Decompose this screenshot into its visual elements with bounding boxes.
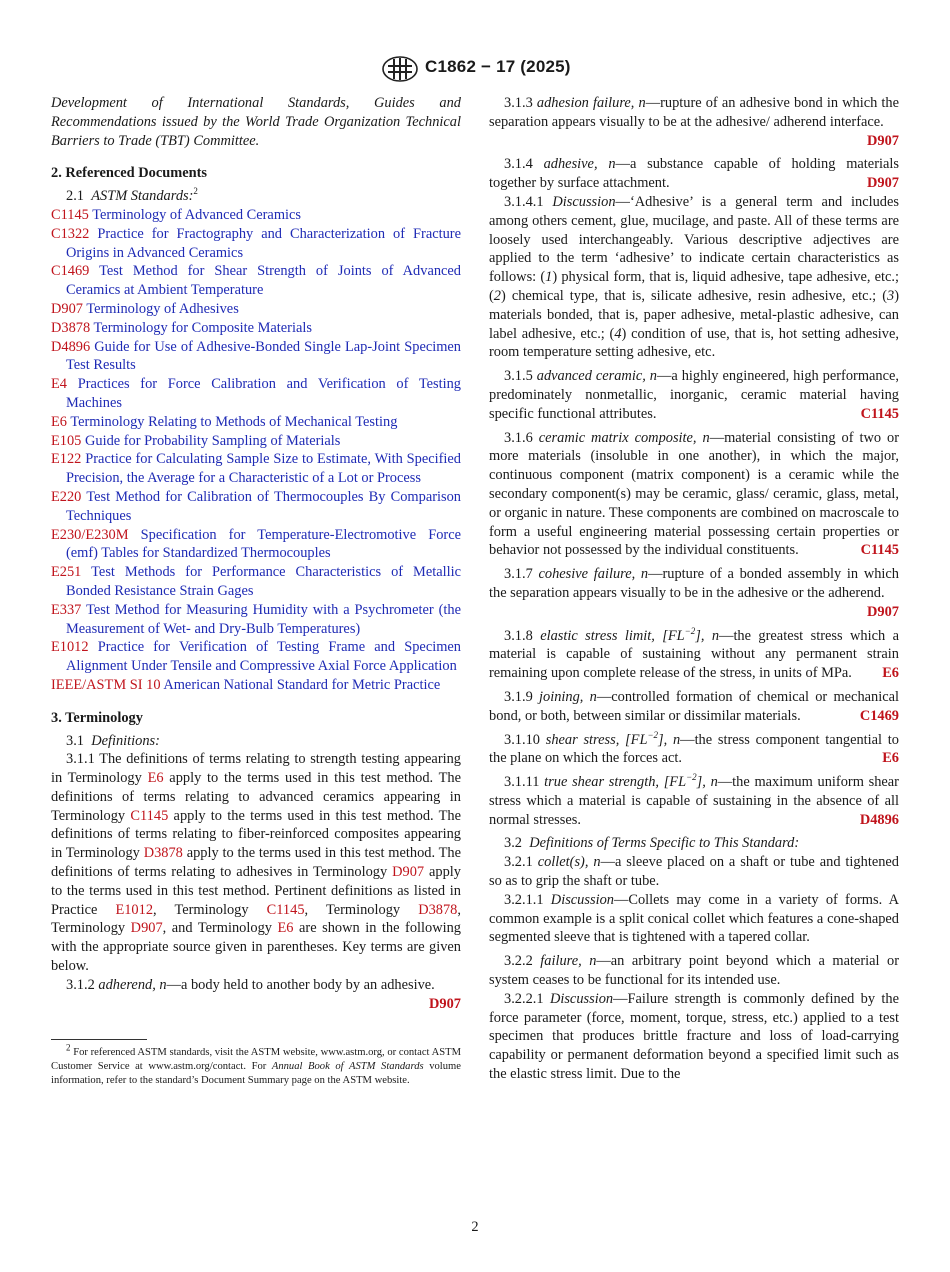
source-reference[interactable]: E6	[882, 665, 899, 682]
reference-item[interactable]	[51, 563, 461, 601]
reference-code: E105	[51, 432, 82, 449]
reference-title: Guide for Probability Sampling of Materials	[85, 432, 341, 449]
reference-code: D3878	[51, 319, 91, 336]
link-e1012[interactable]: E1012	[115, 901, 154, 918]
source-reference[interactable]: D907	[867, 603, 899, 620]
discussion-3-2-1-1: 3.2.1.1 Discussion—Collets may come in a variety of forms. A common example is a split conical collet which features a cone-shaped segmented sleeve that is tightened with a tapered collar.	[489, 891, 899, 946]
reference-title: Guide for Use of Adhesive-Bonded Single Lap-Joint Specimen Test Results	[66, 338, 461, 374]
intro-text: Development of International Standards, Guides and Recommendations issued by the World Trade Organization Technical Barriers to Trade (TBT) Committee.	[51, 95, 461, 149]
reference-code: E230/E230M	[51, 526, 129, 543]
section-2-1: 2.1 ASTM Standards:$^2$	[66, 186, 198, 205]
reference-title: Test Method for Shear Strength of Joints of Advanced Ceramics at Ambient Temperature	[66, 263, 461, 299]
definition-3-1-5: 3.1.5 advanced ceramic, n—a highly engineered, high performance, predominately nonmetallic, inorganic, ceramic material having specific functional attributes. C1145	[489, 368, 899, 422]
reference-title: Terminology for Composite Materials	[93, 319, 312, 336]
reference-title: Test Method for Calibration of Thermocouples By Comparison Techniques	[66, 488, 461, 524]
reference-item[interactable]	[51, 225, 461, 263]
section-3-heading: 3. Terminology	[51, 709, 143, 726]
reference-item[interactable]	[51, 601, 461, 639]
reference-item[interactable]	[51, 526, 461, 564]
left-column	[51, 94, 461, 1088]
page-header	[0, 56, 950, 82]
definition-3-1-7: 3.1.7 cohesive failure, n—rupture of a bonded assembly in which the separation appears visually to be in the adhesive or the adherend. D907	[489, 566, 899, 620]
source-reference[interactable]: D907	[429, 995, 461, 1012]
section-2-heading: 2. Referenced Documents	[51, 165, 207, 182]
reference-title: Practices for Force Calibration and Verification of Testing Machines	[66, 376, 461, 411]
reference-code: E251	[51, 564, 82, 581]
definition-3-1-3: 3.1.3 adhesion failure, n—rupture of an adhesive bond in which the separation appears visually to be at the adhesive/ adherend interface. D907	[489, 95, 899, 149]
reference-code: C1469	[51, 263, 90, 280]
discussion-3-2-2-1: 3.2.2.1 Discussion—Failure strength is commonly defined by the force parameter (force, moment, torque, stress, etc.) applied to a test specimen that produces brittle fracture and loss of load-carrying capability or permanent deformation beyond a specified limit such as the elastic stress limit. Due to the	[489, 990, 899, 1083]
reference-code: IEEE/ASTM SI 10	[51, 676, 161, 693]
link-d3878[interactable]: D3878	[418, 901, 458, 918]
reference-code: C1322	[51, 225, 90, 242]
page-number: 2	[471, 1219, 479, 1235]
reference-title: Terminology of Adhesives	[86, 300, 239, 317]
definition-3-1-9: 3.1.9 joining, n—controlled formation of chemical or mechanical bond, or both, between similar or dissimilar materials. C1469	[489, 688, 899, 724]
definition-3-1-11: 3.1.11 true shear strength, $[FL^{-2}]$, n—the maximum uniform shear stress which a material is capable of sustaining in the absence of all normal stresses. D4896	[489, 772, 899, 828]
astm-logo-icon	[380, 56, 420, 82]
definition-3-1-6: 3.1.6 ceramic matrix composite, n—material consisting of two or more materials (insoluble in one another), in which the major, continuous component (matrix component) is a ceramic while the secondary component(s) may be ceramic, glass/ ceramic, glass, metal, or organic in nature. These components are combined on macroscale to form a useful engineering material possessing certain properties or behavior not possessed by the individual constituents. C1145	[489, 429, 899, 559]
link-d907[interactable]: D907	[130, 920, 163, 937]
reference-item[interactable]	[51, 432, 461, 451]
reference-item[interactable]	[51, 413, 461, 432]
reference-item[interactable]	[51, 338, 461, 376]
source-reference[interactable]: E6	[882, 750, 899, 767]
link-c1145[interactable]: C1145	[266, 901, 305, 918]
reference-code: C1145	[51, 206, 89, 223]
source-reference[interactable]: C1469	[859, 707, 899, 724]
reference-title: Terminology of Advanced Ceramics	[92, 206, 301, 223]
link-e6[interactable]: E6	[277, 920, 294, 937]
reference-title: American National Standard for Metric Practice	[163, 676, 441, 693]
link-e6[interactable]: E6	[147, 770, 164, 787]
definition-3-1-10: 3.1.10 shear stress, $[FL^{-2}]$, n—the stress component tangential to the plane on which the forces act. E6	[489, 729, 899, 767]
source-reference[interactable]: D907	[867, 175, 899, 192]
definition-3-1-8: 3.1.8 elastic stress limit, $[FL^{-2}]$, n—the greatest stress which a material is capable of sustaining without any permanent strain remaining upon complete release of the stress, in units of MPa. E6	[489, 625, 899, 682]
reference-item[interactable]	[51, 262, 461, 300]
paragraph-3-1-1: 3.1.1 The definitions of terms relating to strength testing appearing in Terminology E6 apply to the terms used in this test method. The definitions of terms relating to advanced ceramics appearing in Terminology C1145 apply to the terms used in this test method. The definitions of terms relating to fiber-reinforced composites appearing in Terminology D3878 apply to the terms used in this test method. The definitions of terms relating to adhesives in Terminology D907 apply to the terms used in this test method. Pertinent definitions as listed in Practice E1012, Terminology C1145, Terminology D3878, Terminology D907, and Terminology E6 are shown in the following with the appropriate source given in parentheses. Key terms are given below.	[51, 751, 462, 975]
reference-title: Practice for Fractography and Characterization of Fracture Origins in Advanced Ceramics	[66, 225, 461, 261]
section-3-1: 3.1 Definitions:	[66, 732, 160, 749]
reference-item[interactable]	[51, 450, 461, 488]
footnote-divider	[51, 1039, 147, 1040]
document-designation: C1862 − 17 (2025)	[425, 57, 571, 76]
reference-code: D907	[51, 300, 83, 317]
reference-code: E220	[51, 488, 82, 505]
reference-list	[51, 206, 461, 695]
link-d907[interactable]: D907	[392, 864, 425, 881]
reference-item[interactable]	[51, 375, 461, 413]
reference-title: Practice for Calculating Sample Size to Estimate, With Specified Precision, the Average for a Characteristic of a Lot or Process	[66, 451, 461, 487]
definition-3-1-4: 3.1.4 adhesive, n—a substance capable of holding materials together by surface attachment. D907	[489, 156, 899, 192]
reference-title: Terminology Relating to Methods of Mechanical Testing	[70, 413, 398, 430]
source-reference[interactable]: C1145	[860, 542, 899, 559]
reference-title: Test Method for Measuring Humidity with a Psychrometer (the Measurement of Wet- and Dry-Bulb Temperatures)	[66, 601, 461, 637]
reference-code: E6	[51, 413, 67, 430]
reference-code: D4896	[51, 338, 91, 355]
paragraph-3-1-2: 3.1.2 adherend, n—a body held to another body by an adhesive. D907	[66, 976, 461, 1012]
section-3-2: 3.2 Definitions of Terms Specific to This Standard:	[504, 835, 800, 852]
reference-title: Test Methods for Performance Characteristics of Metallic Bonded Resistance Strain Gages	[66, 564, 461, 599]
reference-item[interactable]	[51, 319, 461, 338]
definition-3-2-1: 3.2.1 collet(s), n—a sleeve placed on a shaft or tube and tightened so as to grip the shaft or tube.	[489, 854, 899, 890]
reference-code: E4	[51, 376, 67, 393]
right-column	[489, 94, 899, 1084]
reference-item[interactable]	[51, 206, 461, 225]
reference-item[interactable]	[51, 300, 461, 319]
source-reference[interactable]: C1145	[860, 405, 899, 422]
footnote-2: $^2$ For referenced ASTM standards, visit the ASTM website, www.astm.org, or contact ASTM Customer Service at www.astm.org/contact. For Annual Book of ASTM Standards volume information, refer to the standard’s Document Summary page on the ASTM website.	[51, 1042, 462, 1087]
reference-item[interactable]	[51, 676, 461, 695]
reference-item[interactable]	[51, 638, 461, 676]
reference-code: E122	[51, 451, 82, 468]
source-reference[interactable]: D4896	[859, 811, 899, 828]
discussion-3-1-4-1: 3.1.4.1 Discussion—‘Adhesive’ is a general term and includes among others cement, glue, mucilage, and paste. All of these terms are loosely used interchangeably. Various descriptive adjectives are applied to the term ‘adhesive’ to indicate certain characteristics as follows: (1) physical form, that is, liquid adhesive, tape adhesive, etc.; (2) chemical type, that is, silicate adhesive, resin adhesive, etc.; (3) materials bonded, that is, paper adhesive, metal-plastic adhesive, can label adhesive, etc.; (4) condition of use, that is, hot setting adhesive, room temperature setting adhesive, etc.	[489, 193, 899, 361]
source-reference[interactable]: D907	[867, 132, 899, 149]
link-c1145[interactable]: C1145	[130, 807, 169, 824]
reference-title: Practice for Verification of Testing Frame and Specimen Alignment Under Tensile and Compressive Axial Force Application	[66, 639, 461, 675]
reference-code: E337	[51, 601, 82, 618]
reference-item[interactable]	[51, 488, 461, 526]
reference-code: E1012	[51, 639, 89, 656]
link-d3878[interactable]: D3878	[143, 845, 183, 862]
definition-3-2-2: 3.2.2 failure, n—an arbitrary point beyond which a material or system ceases to be functional for its intended use.	[489, 953, 899, 989]
reference-title: Specification for Temperature-Electromotive Force (emf) Tables for Standardized Thermocouples	[66, 526, 461, 562]
